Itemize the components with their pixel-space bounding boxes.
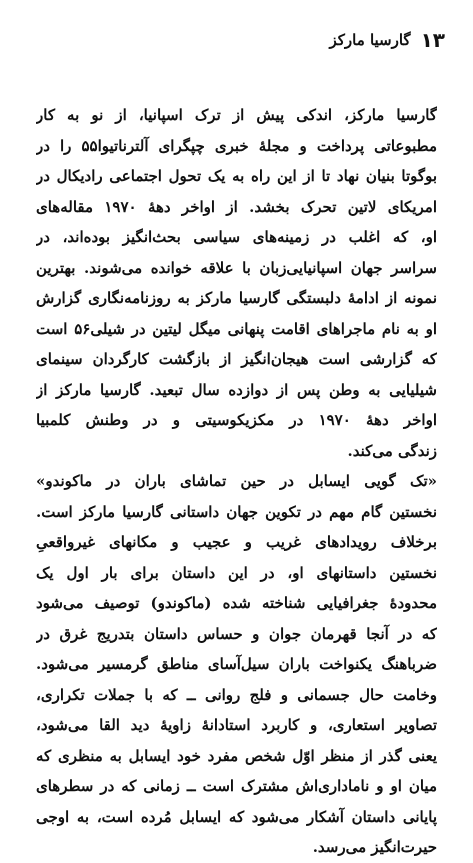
text-line: تصاویر استعاری، و کاربرد استادانهٔ زاویهٔ دید القا می‌شود، (36, 716, 437, 734)
text-line: یعنی گذر از منظر اوّل شخص مفرد خود ایسابل به منظری که (36, 746, 437, 765)
page-header (28, 28, 445, 52)
text-line: مطبوعاتی پرداخت و مجلهٔ خبری چپگرای آلترناتیوا۵۵ را در (36, 136, 437, 155)
text-line: «تک گویی ایسابل در حین تماشای باران در ماکوندو» (36, 472, 437, 490)
text-line: اواخر دههٔ ۱۹۷۰ در مکزیکوسیتی و در وطنش کلمبیا (36, 411, 437, 429)
text-line: او، که اغلب در زمینه‌های سیاسی بحث‌انگیز بوده‌اند، در (36, 228, 437, 246)
text-line: محدودهٔ جغرافیایی شناخته شده (ماکوندو) توصیف می‌شود (36, 594, 437, 612)
text-line: که در آنجا قهرمان جوان و حساس داستان بتدریج غرق در (36, 624, 437, 643)
text-line: وخامت حال جسمانی و فلج روانی ــ که با جملات تکراری، (36, 685, 437, 704)
text-line: او به نام ماجراهای اقامت پنهانی میگل لیتین در شیلی۵۶ است (36, 319, 437, 338)
text-line: که گزارشی است هیجان‌انگیز از بازگشت کارگردان سینمای (36, 350, 437, 368)
text-line: نخستین داستانهای او، در این داستان برای بار اول یک (36, 563, 437, 582)
text-line: زندگی می‌کند. (347, 441, 437, 460)
text-line: نخستین گام مهم در تکوین جهان داستانی گارسیا مارکز است. (36, 502, 437, 521)
text-line: بوگوتا بنیان نهاد تا از این راه به یک تحول اجتماعی رادیکال در (36, 167, 437, 185)
text-line: امریکای لاتین تحرک بخشد. از اواخر دههٔ ۱۹۷۰ مقاله‌های (36, 197, 437, 216)
text-line: پایانی داستان آشکار می‌شود که ایسابل مُرده است، به اوجی (36, 807, 437, 826)
running-title: گارسیا مارکز (329, 31, 411, 49)
text-line: سراسر جهان اسپانیایی‌زبان با علاقه خوانده می‌شوند. بهترین (36, 258, 437, 277)
text-line: برخلاف رویدادهای غریب و عجیب و مکانهای غیرواقعیِ (36, 533, 437, 551)
text-line: شیلیایی به وطن پس از دوازده سال تبعید. گارسیا مارکز از (36, 380, 437, 399)
text-line: میان او و ناماداری‌اش مشترک است ــ زمانی که در سطرهای (36, 777, 437, 795)
page-number: ۱۳ (420, 28, 445, 52)
text-line: حیرت‌انگیز می‌رسد. (312, 838, 437, 856)
text-line: نمونه از ادامهٔ دلبستگی گارسیا مارکز به روزنامه‌نگاری گزارش (36, 289, 437, 307)
text-line: گارسیا مارکز، اندکی پیش از ترک اسپانیا، از نو به کار (36, 106, 437, 124)
text-line: ضرباهنگ یکنواخت باران سیل‌آسای مناطق گرمسیر می‌شود. (36, 655, 437, 673)
body-text (36, 100, 437, 863)
